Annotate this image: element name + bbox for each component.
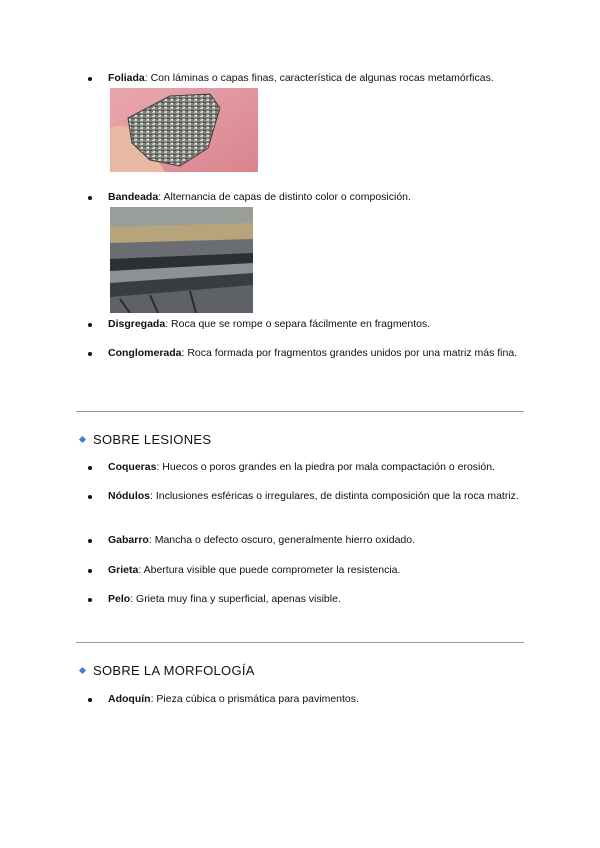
list-item-grieta [90, 563, 530, 578]
list-item-bandeada [90, 190, 530, 205]
term: Conglomerada [108, 347, 182, 359]
description: : Roca que se rompe o separa fácilmente en fragmentos. [165, 318, 431, 330]
description: : Con láminas o capas finas, característica de algunas rocas metamórficas. [144, 72, 494, 84]
term: Nódulos [108, 490, 150, 502]
list-item-pelo [90, 592, 530, 607]
list-item-disgregada [90, 317, 530, 332]
bullet-dot-icon [88, 495, 92, 499]
diamond-icon [79, 436, 86, 443]
term: Gabarro [108, 534, 149, 546]
description: : Huecos o poros grandes en la piedra por mala compactación o erosión. [156, 461, 495, 473]
list-item-coqueras [90, 460, 530, 475]
bullet-dot-icon [88, 569, 92, 573]
description: : Alternancia de capas de distinto color o composición. [158, 191, 411, 203]
term: Foliada [108, 72, 145, 84]
bullet-dot-icon [88, 539, 92, 543]
section-heading-morfologia [80, 663, 255, 678]
term: Bandeada [108, 191, 159, 203]
list-item-nodulos [90, 489, 530, 504]
foliated-rock-photo [110, 88, 258, 172]
bullet-dot-icon [88, 598, 92, 602]
section-title: SOBRE LA MORFOLOGÍA [93, 663, 255, 678]
list-item-adoquin [90, 692, 530, 707]
bullet-dot-icon [88, 698, 92, 702]
bullet-dot-icon [88, 323, 92, 327]
description: : Roca formada por fragmentos grandes unidos por una matriz más fina. [181, 347, 518, 359]
term: Coqueras [108, 461, 157, 473]
bullet-dot-icon [88, 352, 92, 356]
banded-rock-photo [110, 207, 253, 313]
description: : Pieza cúbica o prismática para pavimentos. [150, 693, 359, 705]
term: Disgregada [108, 318, 166, 330]
bullet-dot-icon [88, 466, 92, 470]
description: : Grieta muy fina y superficial, apenas visible. [130, 593, 341, 605]
section-divider [76, 411, 524, 412]
section-heading-lesiones [80, 432, 211, 447]
diamond-icon [79, 667, 86, 674]
list-item-foliada [90, 71, 530, 86]
term: Pelo [108, 593, 131, 605]
section-divider [76, 642, 524, 643]
description: : Abertura visible que puede comprometer la resistencia. [138, 564, 401, 576]
description: : Inclusiones esféricas o irregulares, de distinta composición que la roca matriz. [150, 490, 519, 502]
term: Grieta [108, 564, 139, 576]
bullet-dot-icon [88, 77, 92, 81]
list-item-gabarro [90, 533, 530, 548]
term: Adoquín [108, 693, 151, 705]
section-title: SOBRE LESIONES [93, 432, 212, 447]
description: : Mancha o defecto oscuro, generalmente hierro oxidado. [148, 534, 416, 546]
bullet-dot-icon [88, 196, 92, 200]
list-item-conglomerada [90, 346, 530, 361]
